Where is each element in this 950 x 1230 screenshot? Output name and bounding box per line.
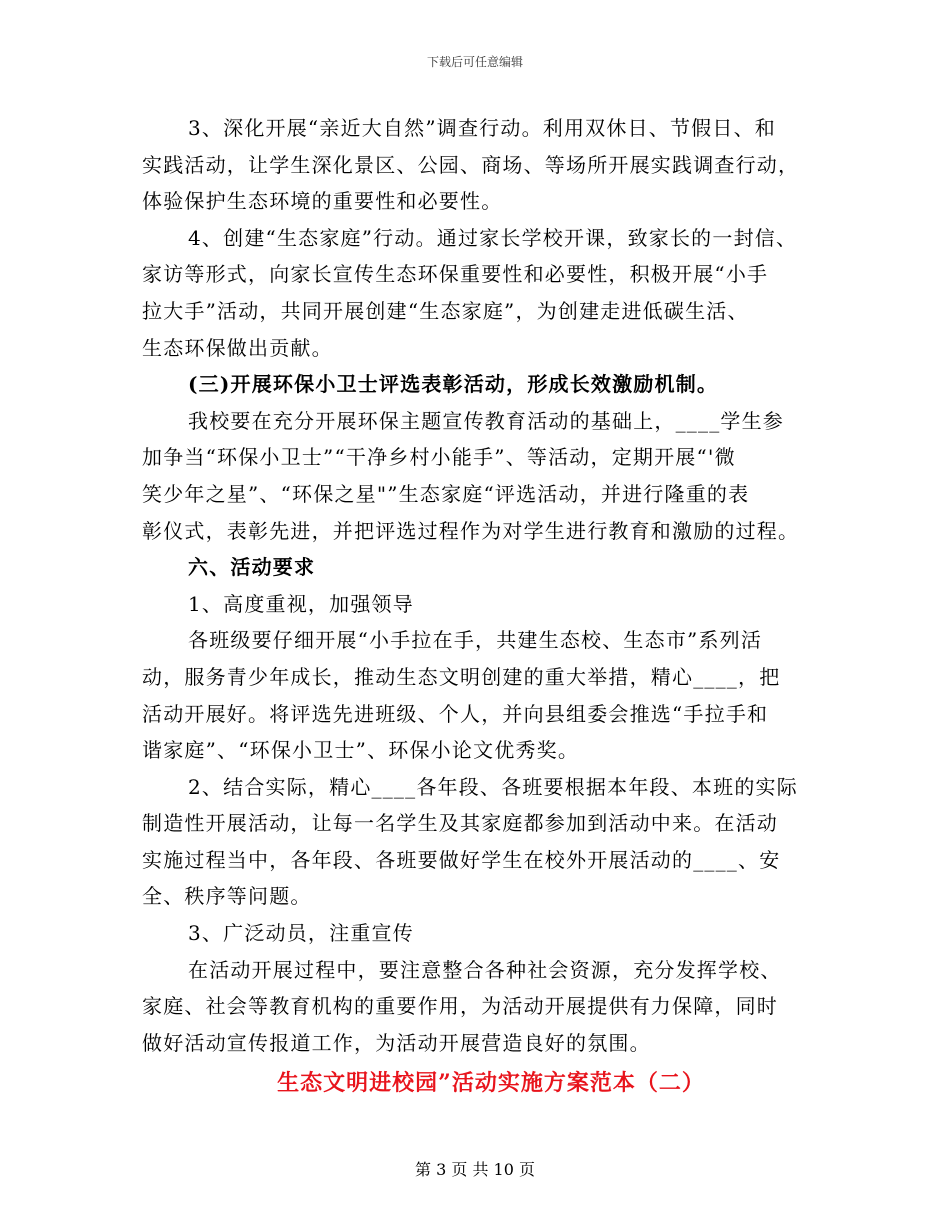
text-line: 4、创建“生态家庭”行动。通过家长学校开课，致家长的一封信、	[188, 225, 798, 250]
text-line: 在活动开展过程中，要注意整合各种社会资源，充分发挥学校、	[188, 957, 782, 982]
document-body	[142, 110, 832, 1103]
page-header-note: 下载后可任意编辑	[426, 55, 523, 69]
text-line: 实践活动，让学生深化景区、公园、商场、等场所开展实践调查行动，	[142, 152, 800, 177]
subsection-heading-3	[142, 366, 832, 403]
text-line: 家庭、社会等教育机构的重要作用，为活动开展提供有力保障，同时	[142, 994, 778, 1019]
text-line: 彰仪式，表彰先进，并把评选过程作为对学生进行教育和激励的过程。	[142, 518, 800, 543]
paragraph-item-3	[142, 110, 832, 220]
text-line: 制造性开展活动，让每一名学生及其家庭都参加到活动中来。在活动	[142, 811, 778, 836]
text-line: 拉大手”活动，共同开展创建“生态家庭”，为创建走进低碳生活、	[142, 298, 749, 323]
heading-text: 3、广泛动员，注重宣传	[188, 921, 414, 946]
requirement-heading-3	[142, 915, 832, 952]
paragraph-item-4	[142, 220, 832, 366]
heading-text: 1、高度重视，加强领导	[188, 591, 414, 616]
text-line: 笑少年之星”、“环保之星"”生态家庭“评选活动，并进行隆重的表	[142, 481, 750, 506]
paragraph-requirement-1	[142, 622, 832, 768]
text-line: 家访等形式，向家长宣传生态环保重要性和必要性，积极开展“小手	[142, 262, 769, 287]
paragraph-requirement-2	[142, 769, 832, 915]
text-line: 3、深化开展“亲近大自然”调查行动。利用双休日、节假日、和	[188, 116, 776, 140]
text-line: 全、秩序等问题。	[142, 884, 312, 909]
text-line: 谐家庭”、“环保小卫士”、环保小论文优秀奖。	[142, 738, 580, 763]
heading-text: 六、活动要求	[188, 555, 316, 580]
requirement-heading-1	[142, 586, 832, 623]
text-line: 体验保护生态环境的重要性和必要性。	[142, 189, 503, 214]
section-heading-requirements	[142, 549, 832, 586]
text-line: 动，服务青少年成长，推动生态文明创建的重大举措，精心____，把	[142, 664, 781, 689]
text-line: 2、结合实际，精心____各年段、各班要根据本年段、本班的实际	[188, 774, 798, 799]
text-line: 各班级要仔细开展“小手拉在手，共建生态校、生态市”系列活	[188, 628, 763, 653]
text-line: 生态环保做出贡献。	[142, 335, 333, 360]
section-title-red: 生态文明进校园”活动实施方案范本（二）	[277, 1070, 705, 1097]
text-line: 活动开展好。将评选先进班级、个人，并向县组委会推选“手拉手和	[142, 701, 769, 726]
paragraph-requirement-3	[142, 952, 832, 1062]
text-line: 实施过程当中，各年段、各班要做好学生在校外开展活动的____、安	[142, 847, 781, 872]
heading-text: (三)开展环保小卫士评选表彰活动，形成长效激励机制。	[188, 372, 719, 397]
text-line: 我校要在充分开展环保主题宣传教育活动的基础上，____学生参	[188, 408, 784, 433]
paragraph-award-activity	[142, 403, 832, 549]
text-line: 加争当“环保小卫士”“干净乡村小能手”、等活动，定期开展“'微	[142, 445, 736, 470]
page-number-footer: 第 3 页 共 10 页	[415, 1160, 535, 1179]
text-line: 做好活动宣传报道工作，为活动开展营造良好的氛围。	[142, 1030, 651, 1055]
